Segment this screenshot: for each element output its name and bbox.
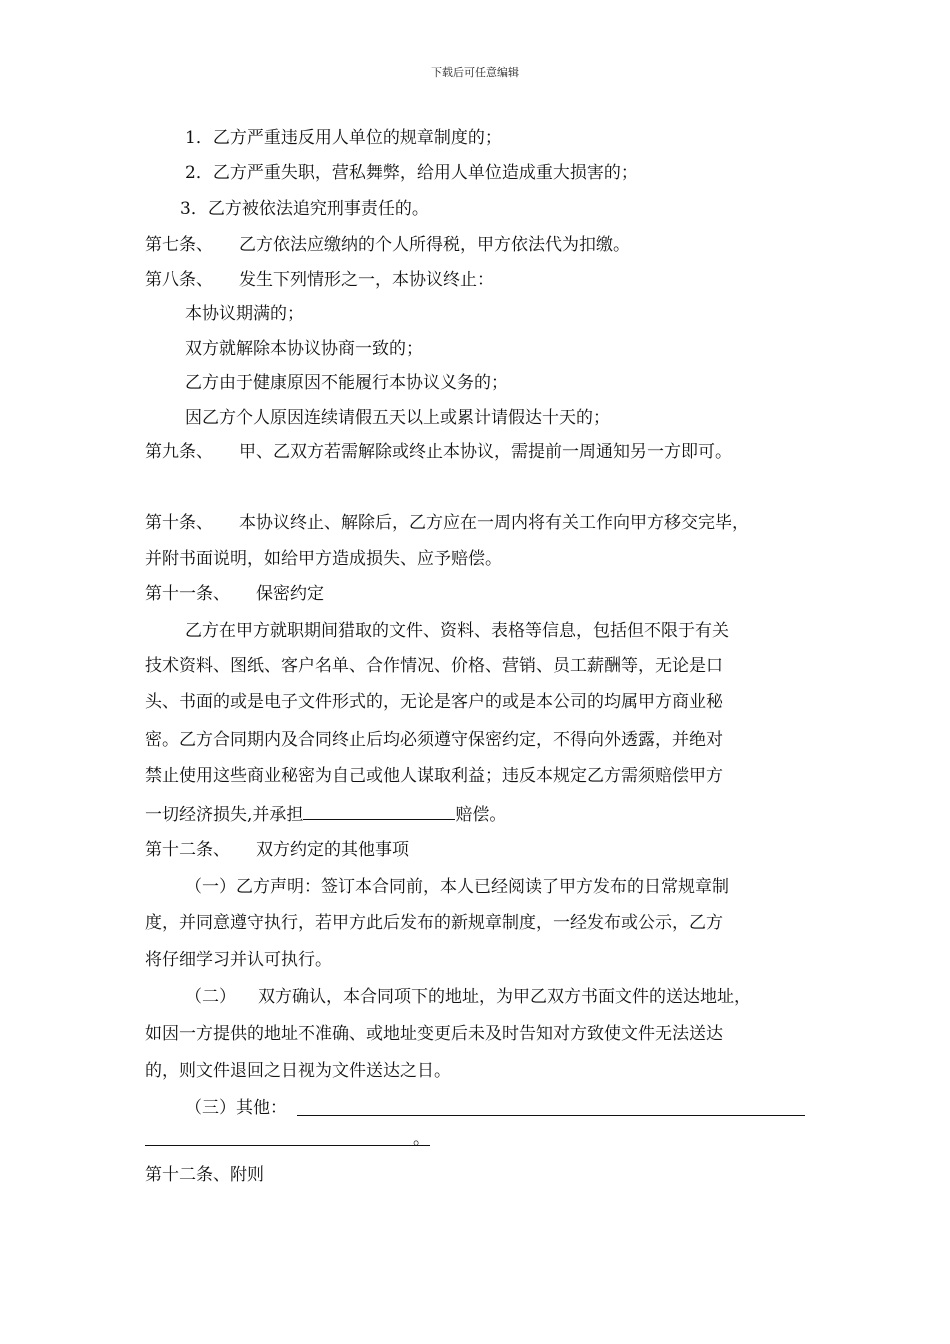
termination-item-1: 本协议期满的； <box>185 304 304 324</box>
article-10-text: 本协议终止、解除后，乙方应在一周内将有关工作向甲方移交完毕， <box>239 513 749 533</box>
item-two-line-1 <box>185 986 751 1008</box>
item-two-line-2: 如因一方提供的地址不准确、或地址变更后未及时告知对方致使文件无法送达 <box>145 1024 723 1044</box>
article-9-label: 第九条、 <box>145 442 213 462</box>
item-one-line-2: 度，并同意遵守执行，若甲方此后发布的新规章制度，一经发布或公示，乙方 <box>145 913 723 933</box>
article-7-label: 第七条、 <box>145 235 213 255</box>
item-three-label: （三）其他： <box>185 1098 287 1118</box>
other-terms-blank-2 <box>145 1145 430 1146</box>
page-header: 下载后可任意编辑 <box>431 66 519 79</box>
item-one-line-3: 将仔细学习并认可执行。 <box>145 950 332 970</box>
article-7-text: 乙方依法应缴纳的个人所得税，甲方依法代为扣缴。 <box>239 235 630 255</box>
confidentiality-para-line-6 <box>145 803 506 826</box>
item-two-text: 双方确认，本合同项下的地址，为甲乙双方书面文件的送达地址， <box>258 987 751 1007</box>
compensation-prefix: 一切经济损失,并承担 <box>145 805 304 825</box>
article-12-appendix: 第十二条、附则 <box>145 1165 264 1185</box>
compensation-suffix: 赔偿。 <box>455 805 507 825</box>
item-two-label: （二） <box>185 987 236 1007</box>
confidentiality-para-line-1: 乙方在甲方就职期间猎取的文件、资料、表格等信息，包括但不限于有关 <box>185 621 729 641</box>
other-terms-blank-1 <box>297 1115 805 1116</box>
compensation-blank <box>303 803 455 820</box>
article-9 <box>145 441 732 463</box>
clause-item-2: 2．乙方严重失职，营私舞弊，给用人单位造成重大损害的； <box>185 163 638 183</box>
article-7 <box>145 234 630 256</box>
article-8-label: 第八条、 <box>145 270 213 290</box>
article-11-label: 第十一条、 <box>145 584 230 604</box>
termination-item-3: 乙方由于健康原因不能履行本协议义务的； <box>185 373 508 393</box>
article-11 <box>145 583 324 605</box>
blank-end-period: 。 <box>413 1129 430 1149</box>
clause-item-1: 1．乙方严重违反用人单位的规章制度的； <box>185 128 502 148</box>
article-12-label: 第十二条、 <box>145 840 230 860</box>
confidentiality-para-line-4: 密。乙方合同期内及合同终止后均必须遵守保密约定，不得向外透露，并绝对 <box>145 730 723 750</box>
article-12-text: 双方约定的其他事项 <box>256 840 409 860</box>
termination-item-4: 因乙方个人原因连续请假五天以上或累计请假达十天的； <box>185 408 610 428</box>
confidentiality-para-line-5: 禁止使用这些商业秘密为自己或他人谋取利益；违反本规定乙方需须赔偿甲方 <box>145 766 723 786</box>
article-10-cont: 并附书面说明，如给甲方造成损失、应予赔偿。 <box>145 549 502 569</box>
article-8 <box>145 269 494 291</box>
article-8-text: 发生下列情形之一，本协议终止： <box>239 270 494 290</box>
article-10-label: 第十条、 <box>145 513 213 533</box>
termination-item-2: 双方就解除本协议协商一致的； <box>185 339 423 359</box>
confidentiality-para-line-3: 头、书面的或是电子文件形式的，无论是客户的或是本公司的均属甲方商业秘 <box>145 692 723 712</box>
clause-item-3: 3．乙方被依法追究刑事责任的。 <box>180 199 429 219</box>
item-one-line-1: （一）乙方声明：签订本合同前，本人已经阅读了甲方发布的日常规章制 <box>185 877 729 897</box>
article-11-text: 保密约定 <box>256 584 324 604</box>
article-9-text: 甲、乙双方若需解除或终止本协议，需提前一周通知另一方即可。 <box>239 442 732 462</box>
confidentiality-para-line-2: 技术资料、图纸、客户名单、合作情况、价格、营销、员工薪酬等，无论是口 <box>145 656 723 676</box>
item-two-line-3: 的，则文件退回之日视为文件送达之日。 <box>145 1061 451 1081</box>
article-10 <box>145 512 749 534</box>
article-12 <box>145 839 409 861</box>
